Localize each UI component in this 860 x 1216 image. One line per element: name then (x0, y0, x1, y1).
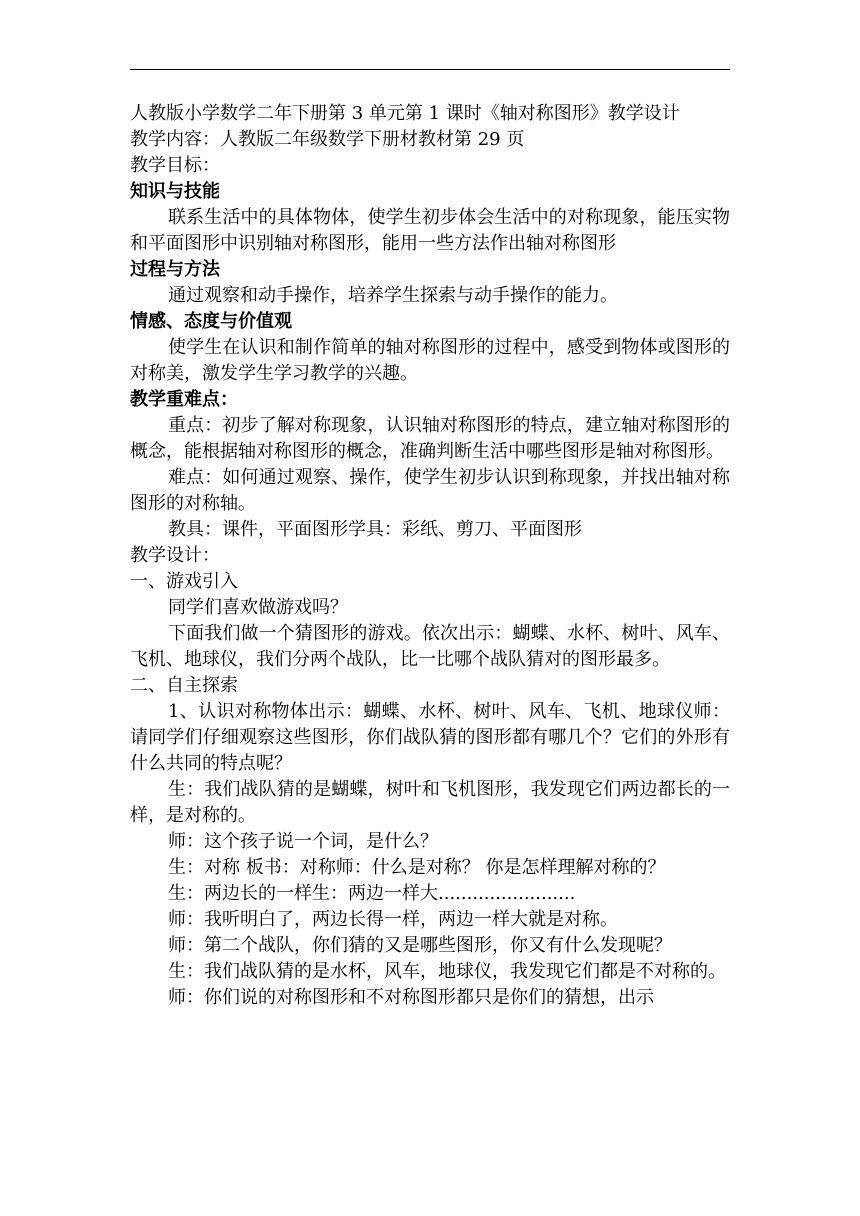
teaching-goals-label: 教学目标： (130, 155, 220, 176)
key-point-paragraph: 重点：初步了解对称现象，认识轴对称图形的特点，建立轴对称图形的概念，能根据轴对称图形的概念，准确判断生活中哪些图形是轴对称图形。 (130, 415, 730, 462)
section-self-explore-paragraph: 生：我们战队猜的是蝴蝶，树叶和飞机图形，我发现它们两边都长的一样，是对称的。 (130, 779, 730, 826)
emotion-values-heading: 情感、态度与价值观 (130, 311, 292, 332)
knowledge-skills-heading: 知识与技能 (130, 181, 220, 202)
section-game-intro-paragraph: 同学们喜欢做游戏吗？ (168, 597, 348, 618)
section-self-explore-paragraph: 生：我们战队猜的是水杯，风车，地球仪，我发现它们都是不对称的。 (168, 961, 726, 982)
section-self-explore-paragraph: 生：对称 板书：对称师：什么是对称？ 你是怎样理解对称的？ (168, 857, 666, 878)
emotion-values-paragraph: 使学生在认识和制作简单的轴对称图形的过程中，感受到物体或图形的对称美，激发学生学习教学的兴趣。 (130, 337, 730, 384)
section-self-explore-paragraph: 1、认识对称物体出示：蝴蝶、水杯、树叶、风车、飞机、地球仪师：请同学们仔细观察这些图形，你们战队猜的图形都有哪几个？它们的外形有什么共同的特点呢？ (130, 701, 730, 774)
teaching-content-line: 教学内容：人教版二年级数学下册材教材第 29 页 (130, 129, 525, 150)
knowledge-skills-paragraph: 联系生活中的具体物体，使学生初步体会生活中的对称现象，能压实物和平面图形中识别轴对称图形，能用一些方法作出轴对称图形 (130, 207, 730, 254)
key-difficult-points-heading: 教学重难点： (130, 389, 238, 410)
document-title: 人教版小学数学二年下册第 3 单元第 1 课时《轴对称图形》教学设计 (130, 103, 680, 124)
process-methods-paragraph: 通过观察和动手操作，培养学生探索与动手操作的能力。 (168, 285, 618, 306)
teaching-tools-paragraph: 教具：课件，平面图形学具：彩纸、剪刀、平面图形 (168, 519, 582, 540)
teaching-design-label: 教学设计： (130, 545, 220, 566)
header-rule (130, 69, 730, 70)
section-self-explore-paragraph: 师：我听明白了，两边长得一样，两边一样大就是对称。 (168, 909, 618, 930)
section-game-intro-paragraph: 下面我们做一个猜图形的游戏。依次出示：蝴蝶、水杯、树叶、风车、飞机、地球仪，我们分两个战队，比一比哪个战队猜对的图形最多。 (130, 623, 730, 670)
difficult-point-paragraph: 难点：如何通过观察、操作，使学生初步认识到称现象，并找出轴对称图形的对称轴。 (130, 467, 730, 514)
section-self-explore-paragraph: 生：两边长的一样生：两边一样大........................ (168, 883, 576, 904)
document-body (130, 101, 730, 1011)
section-self-explore-title: 二、自主探索 (130, 675, 238, 696)
section-game-intro-title: 一、游戏引入 (130, 571, 238, 592)
section-self-explore-paragraph: 师：你们说的对称图形和不对称图形都只是你们的猜想，出示 (168, 987, 654, 1008)
section-self-explore-paragraph: 师：第二个战队，你们猜的又是哪些图形，你又有什么发现呢？ (168, 935, 672, 956)
process-methods-heading: 过程与方法 (130, 259, 220, 280)
section-self-explore-paragraph: 师：这个孩子说一个词，是什么？ (168, 831, 438, 852)
